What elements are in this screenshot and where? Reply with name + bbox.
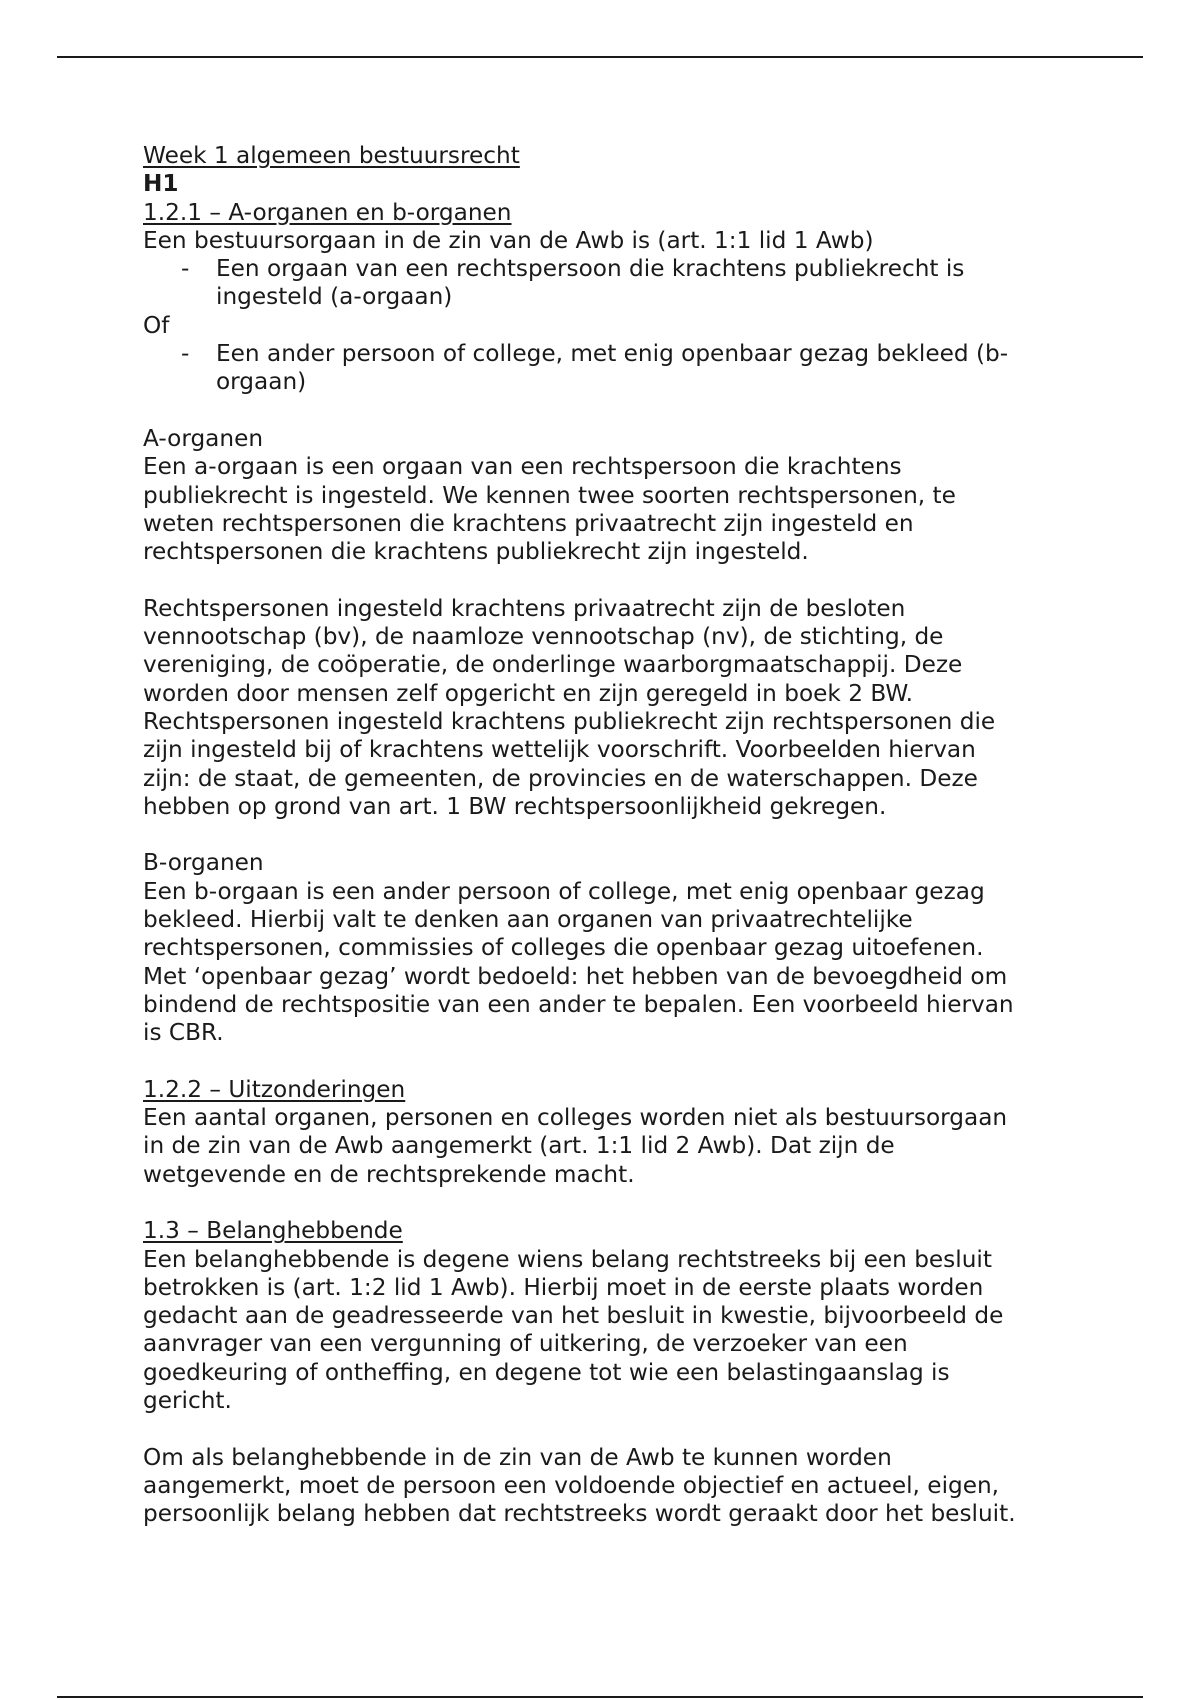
- text-line: Een belanghebbende is degene wiens belang rechtstreeks bij een besluit: [143, 1245, 992, 1273]
- document-title: Week 1 algemeen bestuursrecht: [143, 142, 520, 169]
- text-line: rechtspersonen die krachtens publiekrecht zijn ingesteld.: [143, 538, 809, 566]
- text-line: aanvrager van een vergunning of uitkering, de verzoeker van een: [143, 1330, 908, 1358]
- text-line: vennootschap (bv), de naamloze vennootschap (nv), de stichting, de: [143, 623, 944, 651]
- text-line: in de zin van de Awb aangemerkt (art. 1:1 lid 2 Awb). Dat zijn de: [143, 1132, 895, 1160]
- subheading-a-organen: A-organen: [143, 424, 264, 452]
- text-line: gericht.: [143, 1387, 232, 1415]
- text-line: publiekrecht is ingesteld. We kennen twee soorten rechtspersonen, te: [143, 481, 956, 509]
- paragraph: [143, 595, 1063, 821]
- text-line: Een b-orgaan is een ander persoon of college, met enig openbaar gezag: [143, 877, 985, 905]
- text-line: Een aantal organen, personen en colleges worden niet als bestuursorgaan: [143, 1104, 1008, 1132]
- list-item-text: Een orgaan van een rechtspersoon die krachtens publiekrecht is: [216, 255, 965, 283]
- list-item: [143, 340, 1063, 397]
- bullet-dash: -: [181, 255, 190, 283]
- section-heading-1-2-2: 1.2.2 – Uitzonderingen: [143, 1075, 406, 1103]
- text-line: aangemerkt, moet de persoon een voldoende objectief en actueel, eigen,: [143, 1471, 1000, 1499]
- list-item-text: Een ander persoon of college, met enig openbaar gezag bekleed (b-: [216, 340, 1009, 368]
- spacer: [143, 821, 1063, 849]
- text-line: hebben op grond van art. 1 BW rechtspersoonlijkheid gekregen.: [143, 792, 887, 820]
- text-line: bindend de rechtspositie van een ander te bepalen. Een voorbeeld hiervan: [143, 990, 1014, 1018]
- text-line: goedkeuring of ontheffing, en degene tot wie een belastingaanslag is: [143, 1358, 950, 1386]
- text-line: weten rechtspersonen die krachtens privaatrecht zijn ingesteld en: [143, 509, 914, 537]
- text-line: zijn ingesteld bij of krachtens wettelijk voorschrift. Voorbeelden hiervan: [143, 736, 976, 764]
- paragraph: [143, 1104, 1063, 1189]
- text-line: rechtspersonen, commissies of colleges die openbaar gezag uitoefenen.: [143, 934, 984, 962]
- header-rule: [57, 56, 1143, 58]
- spacer: [143, 1048, 1063, 1076]
- text-line: wetgevende en de rechtsprekende macht.: [143, 1160, 635, 1188]
- section-heading-1-3: 1.3 – Belanghebbende: [143, 1217, 403, 1245]
- spacer: [143, 397, 1063, 425]
- text-line: worden door mensen zelf opgericht en zijn geregeld in boek 2 BW.: [143, 679, 914, 707]
- list-item-text: ingesteld (a-orgaan): [216, 283, 453, 311]
- subheading-b-organen: B-organen: [143, 849, 264, 877]
- text-line: Rechtspersonen ingesteld krachtens privaatrecht zijn de besloten: [143, 594, 906, 622]
- text-line: bekleed. Hierbij valt te denken aan organen van privaatrechtelijke: [143, 906, 913, 934]
- spacer: [143, 566, 1063, 594]
- bullet-dash: -: [181, 340, 190, 368]
- text-line: Rechtspersonen ingesteld krachtens publiekrecht zijn rechtspersonen die: [143, 707, 996, 735]
- text-line: gedacht aan de geadresseerde van het besluit in kwestie, bijvoorbeeld de: [143, 1302, 1004, 1330]
- section-intro: Een bestuursorgaan in de zin van de Awb is (art. 1:1 lid 1 Awb): [143, 226, 874, 254]
- connector-text: Of: [143, 311, 170, 339]
- paragraph: [143, 453, 1063, 566]
- section-heading-1-2-1: 1.2.1 – A-organen en b-organen: [143, 198, 512, 226]
- text-line: is CBR.: [143, 1019, 224, 1047]
- paragraph: [143, 1246, 1063, 1416]
- text-line: persoonlijk belang hebben dat rechtstreeks wordt geraakt door het besluit.: [143, 1500, 1016, 1528]
- text-line: Een a-orgaan is een orgaan van een rechtspersoon die krachtens: [143, 453, 902, 481]
- footer-rule: [57, 1696, 1143, 1698]
- text-line: betrokken is (art. 1:2 lid 1 Awb). Hierbij moet in de eerste plaats worden: [143, 1273, 984, 1301]
- text-line: vereniging, de coöperatie, de onderlinge waarborgmaatschappij. Deze: [143, 651, 963, 679]
- list-item-text: orgaan): [216, 368, 307, 396]
- document-body: [143, 142, 1063, 1529]
- text-line: zijn: de staat, de gemeenten, de provincies en de waterschappen. Deze: [143, 764, 978, 792]
- paragraph: [143, 1444, 1063, 1529]
- spacer: [143, 1415, 1063, 1443]
- text-line: Met ‘openbaar gezag’ wordt bedoeld: het hebben van de bevoegdheid om: [143, 962, 1008, 990]
- list-item: [143, 255, 1063, 312]
- chapter-label: H1: [143, 170, 179, 198]
- paragraph: [143, 878, 1063, 1048]
- spacer: [143, 1189, 1063, 1217]
- text-line: Om als belanghebbende in de zin van de Awb te kunnen worden: [143, 1443, 892, 1471]
